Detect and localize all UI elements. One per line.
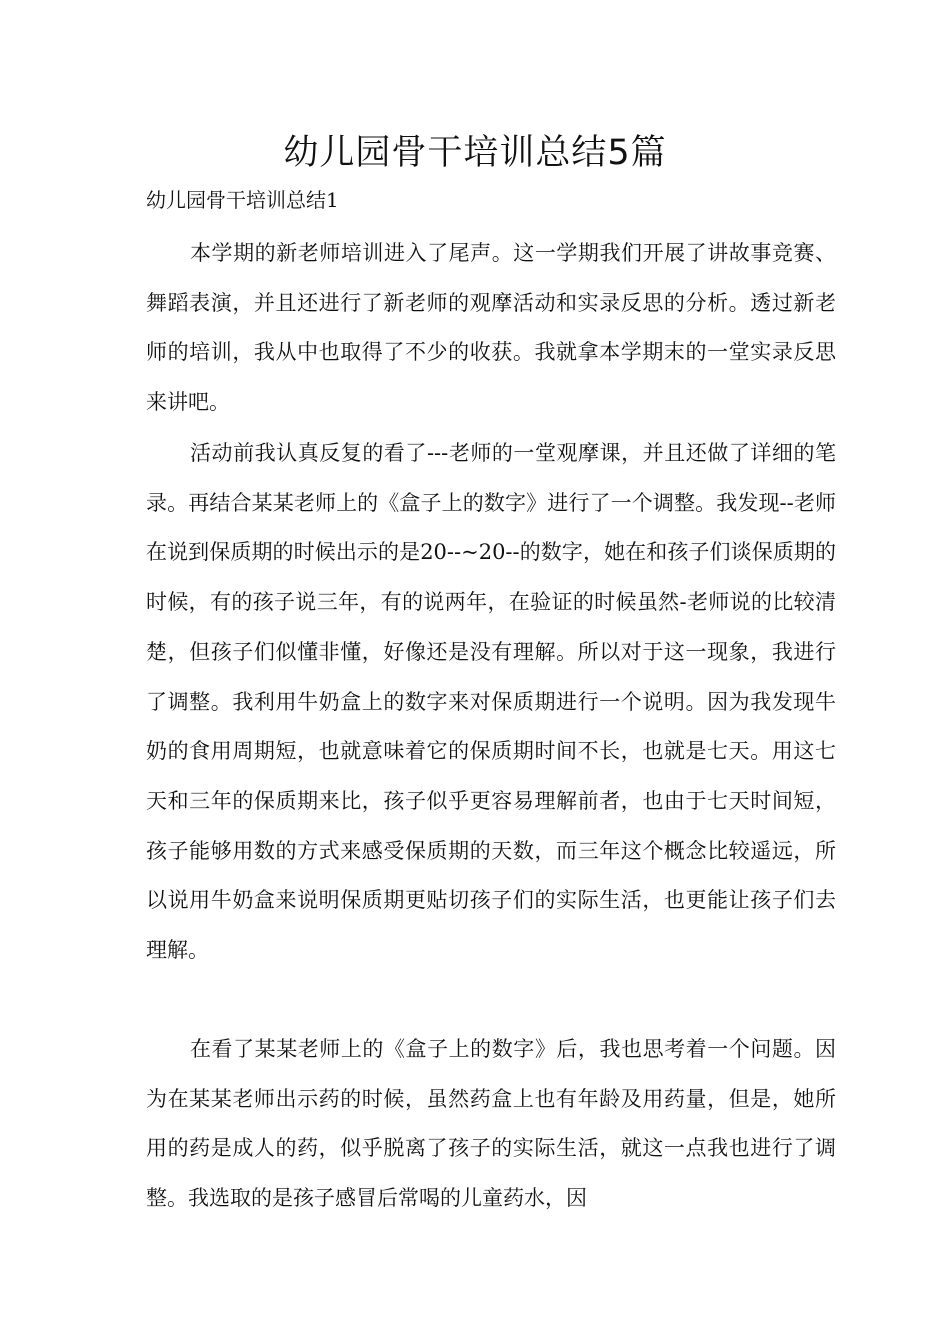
paragraph-1: 本学期的新老师培训进入了尾声。这一学期我们开展了讲故事竞赛、舞蹈表演，并且还进行了新老师的观摩活动和实录反思的分析。透过新老师的培训，我从中也取得了不少的收获。我就拿本学期末的一堂实录反思来讲吧。 <box>146 241 836 415</box>
document-title: 幼儿园骨干培训总结5篇 <box>283 133 667 173</box>
section-heading: 幼儿园骨干培训总结1 <box>146 188 339 212</box>
paragraph-2: 活动前我认真反复的看了---老师的一堂观摩课，并且还做了详细的笔录。再结合某某老师上的《盒子上的数字》进行了一个调整。我发现--老师在说到保质期的时候出示的是20--~20--的数字，她在和孩子们谈保质期的时候，有的孩子说三年，有的说两年，在验证的时候虽然-老师说的比较清楚，但孩子们似懂非懂，好像还是没有理解。所以对于这一现象，我进行了调整。我利用牛奶盒上的数字来对保质期进行一个说明。因为我发现牛奶的食用周期短，也就意味着它的保质期时间不长，也就是七天。用这七天和三年的保质期来比，孩子似乎更容易理解前者，也由于七天时间短，孩子能够用数的方式来感受保质期的天数，而三年这个概念比较遥远，所以说用牛奶盒来说明保质期更贴切孩子们的实际生活，也更能让孩子们去理解。 <box>146 441 836 963</box>
paragraph-3: 在看了某某老师上的《盒子上的数字》后，我也思考着一个问题。因为在某某老师出示药的时候，虽然药盒上也有年龄及用药量，但是，她所用的药是成人的药，似乎脱离了孩子的实际生活，就这一点我也进行了调整。我选取的是孩子感冒后常喝的儿童药水，因 <box>146 1037 836 1211</box>
